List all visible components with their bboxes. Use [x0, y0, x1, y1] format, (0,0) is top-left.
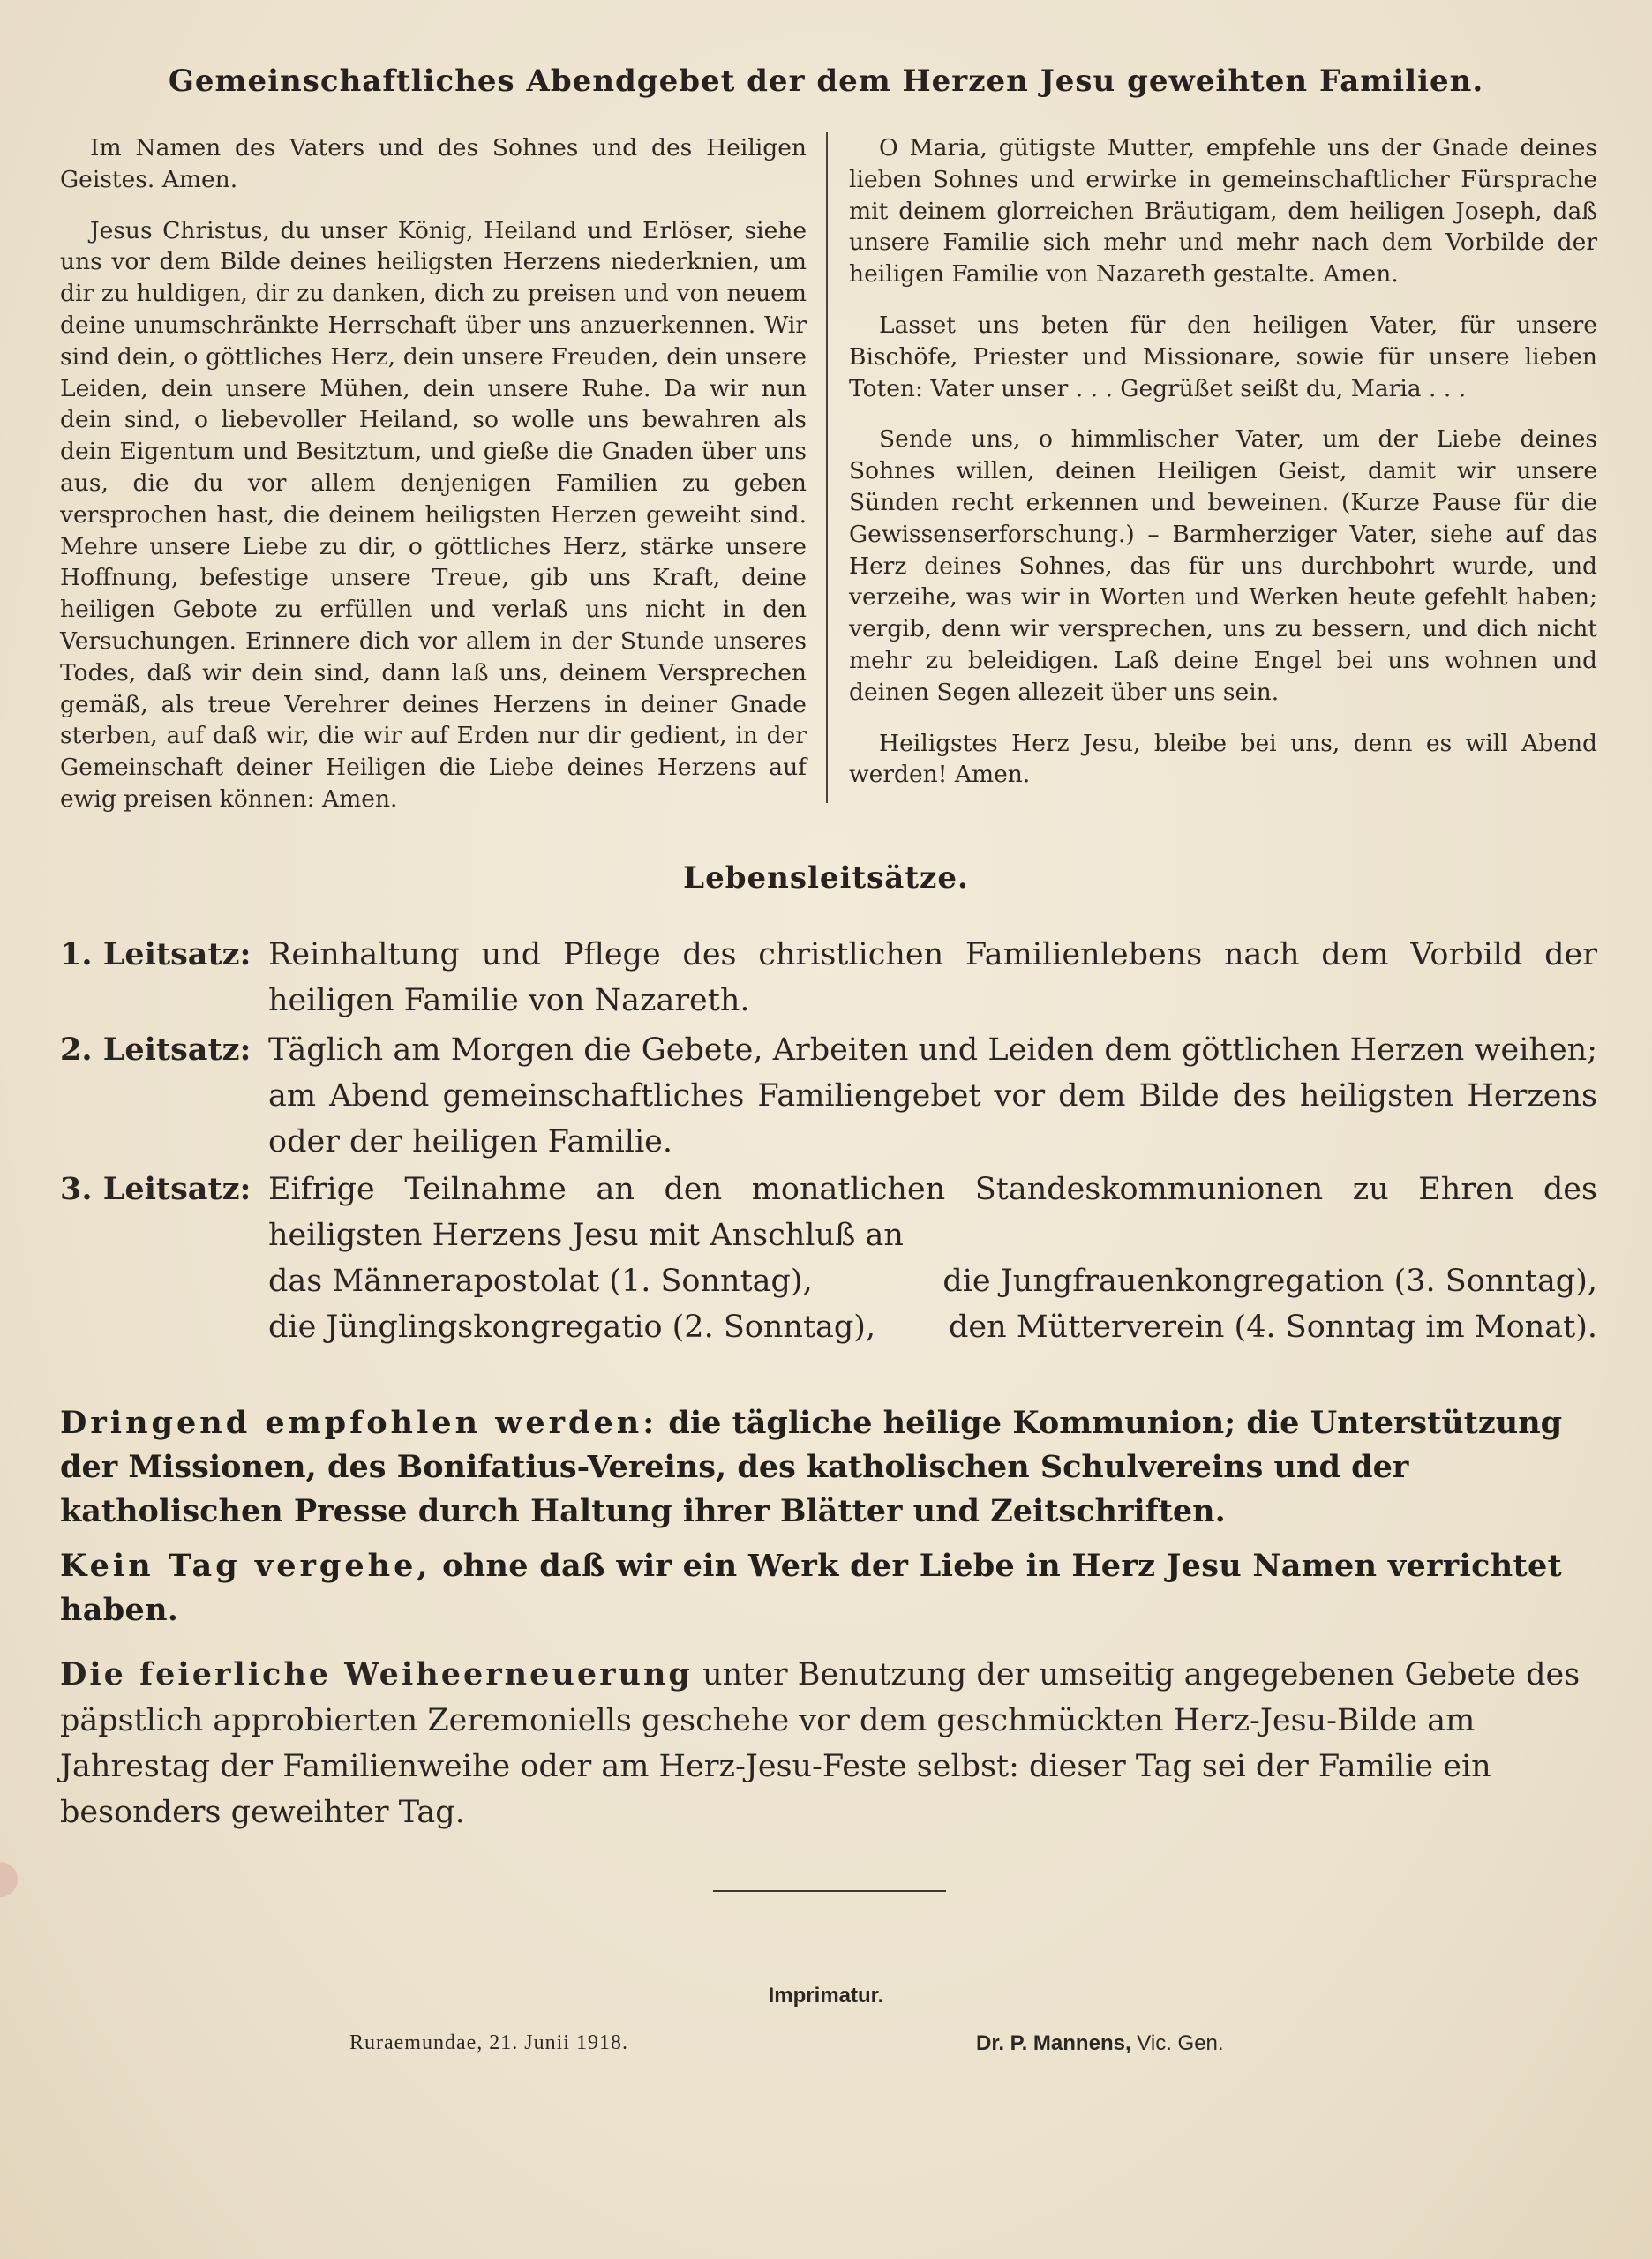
rule-label: 2. Leitsatz:	[60, 1032, 252, 1068]
rule-text: Täglich am Morgen die Gebete, Arbeiten und Leiden dem göttlichen Herzen weihen; am Abend gemeinschaftliches Familiengebet vor dem Bilde des heiligsten Herzens oder der heiligen Familie.	[268, 1032, 1597, 1160]
group-row	[268, 1304, 1597, 1350]
rule-item	[60, 1167, 1597, 1350]
group-item: die Jungfrauenkongregation (3. Sonntag),	[942, 1264, 1597, 1299]
prayer-paragraph: Jesus Christus, du unser König, Heiland und Erlöser, siehe uns vor dem Bilde deines heiligsten Herzens niederknien, um dir zu huldigen, dir zu danken, dich zu preisen und von neuem deine unumschränkte Herrschaft über uns anzuerkennen. Wir sind dein, o göttliches Herz, dein unsere Freuden, dein unsere Leiden, dein unsere Mühen, dein unsere Ruhe. Da wir nun dein sind, o liebevoller Heiland, so wolle uns bewahren als dein Eigentum und Besitztum, und gieße die Gnaden über uns aus, die du vor allem denjenigen Familien zu geben versprochen hast, die deinem heiligsten Herzen geweiht sind. Mehre unsere Liebe zu dir, o göttliches Herz, stärke unsere Hoffnung, befestige unsere Treue, gib uns Kraft, deine heiligen Gebote zu erfüllen und verlaß uns nicht in den Versuchungen. Erinnere dich vor allem in der Stunde unseres Todes, daß wir dein sind, dann laß uns, deinem Versprechen gemäß, als treue Verehrer deines Herzens in deiner Gnade sterben, auf daß wir, die wir auf Erden nur dir gedient, in der Gemeinschaft deiner Heiligen die Liebe deines Herzens auf ewig preisen können: Amen.	[60, 216, 807, 813]
place-date: Ruraemundae, 21. Junii 1918.	[349, 2031, 628, 2054]
daily-work-lead: Kein Tag vergehe,	[60, 1548, 432, 1584]
prayer-paragraph: Lasset uns beten für den heiligen Vater, für unsere Bischöfe, Priester und Missionare, sowie für unsere lieben Toten: Vater unser . . . Gegrüßet seißt du, Maria . . .	[849, 311, 1597, 402]
consecration-lead: Die feierliche Weiheerneuerung	[60, 1656, 693, 1692]
prayer-paragraph: Heiligstes Herz Jesu, bleibe bei uns, denn es will Abend werden! Amen.	[849, 729, 1597, 789]
rule-text: Reinhaltung und Pflege des christlichen Familienlebens nach dem Vorbild der heiligen Familie von Nazareth.	[268, 937, 1597, 1018]
prayer-paragraph: Sende uns, o himmlischer Vater, um der Liebe deines Sohnes willen, deinen Heiligen Geist, damit wir unsere Sünden recht erkennen und beweinen. (Kurze Pause für die Gewissenserforschung.) – Barmherziger Vater, siehe auf das Herz deines Sohnes, das für uns durchbohrt wurde, und verzeihe, was wir in Worten und Werken heute gefehlt haben; vergib, denn wir versprechen, uns zu bessern, und dich nicht mehr zu beleidigen. Laß deine Engel bei uns wohnen und deinen Segen allezeit über uns sein.	[849, 425, 1597, 706]
prayer-paragraph: O Maria, gütigste Mutter, empfehle uns der Gnade deines lieben Sohnes und erwirke in gemeinschaftlicher Fürsprache mit deinem glorreichen Bräutigam, dem heiligen Joseph, daß unsere Familie sich mehr und mehr nach dem Vorbilde der heiligen Familie von Nazareth gestalte. Amen.	[849, 134, 1597, 289]
rule-label: 3. Leitsatz:	[60, 1171, 252, 1207]
consecration-text: unter Benutzung der umseitig angegebenen Gebete des päpstlich approbierten Zeremoniells geschehe vor dem geschmückten Herz-Jesu-Bilde am Jahrestag der Familienweihe oder am Herz-Jesu-Feste selbst: dieser Tag sei der Familie ein besonders geweihter Tag.	[60, 1657, 1581, 1830]
prayer-right-column	[849, 132, 1597, 810]
column-divider	[826, 132, 828, 803]
group-item: die Jünglingskongregatio (2. Sonntag),	[268, 1310, 876, 1345]
consecration-renewal	[60, 1652, 1597, 1835]
paper-stain	[0, 1862, 18, 1897]
rule-item	[60, 932, 1597, 1024]
daily-work-note	[60, 1544, 1597, 1632]
imprimatur: Imprimatur.	[768, 1984, 884, 2008]
signer-title: Vic. Gen.	[1137, 2031, 1224, 2055]
page-title: Gemeinschaftliches Abendgebet der dem Herzen Jesu geweihten Familien.	[168, 64, 1484, 99]
section-title: Lebensleitsätze.	[683, 860, 969, 896]
group-item: das Männerapostolat (1. Sonntag),	[268, 1264, 813, 1299]
rule-label: 1. Leitsatz:	[60, 936, 252, 972]
signature-line	[976, 2031, 1224, 2056]
rule-item	[60, 1027, 1597, 1165]
group-row	[268, 1258, 1597, 1304]
group-item: den Mütterverein (4. Sonntag im Monat).	[949, 1310, 1597, 1345]
recommendation	[60, 1401, 1597, 1534]
signer-name: Dr. P. Mannens,	[976, 2031, 1131, 2055]
recommendation-text: die tägliche heilige Kommunion; die Unterstützung der Missionen, des Bonifatius-Vereins, des katholischen Schulvereins und der katholischen Presse durch Haltung ihrer Blätter und Zeitschriften.	[60, 1405, 1563, 1529]
prayer-paragraph: Im Namen des Vaters und des Sohnes und des Heiligen Geistes. Amen.	[60, 134, 807, 193]
daily-work-text: ohne daß wir ein Werk der Liebe in Herz Jesu Namen verrichtet haben.	[60, 1548, 1562, 1628]
horizontal-rule	[713, 1890, 946, 1892]
rule-text: Eifrige Teilnahme an den monatlichen Standeskommunionen zu Ehren des heiligsten Herzens Jesu mit Anschluß an	[268, 1172, 1597, 1253]
recommendation-lead: Dringend empfohlen werden:	[60, 1405, 658, 1441]
prayer-left-column	[60, 132, 807, 835]
